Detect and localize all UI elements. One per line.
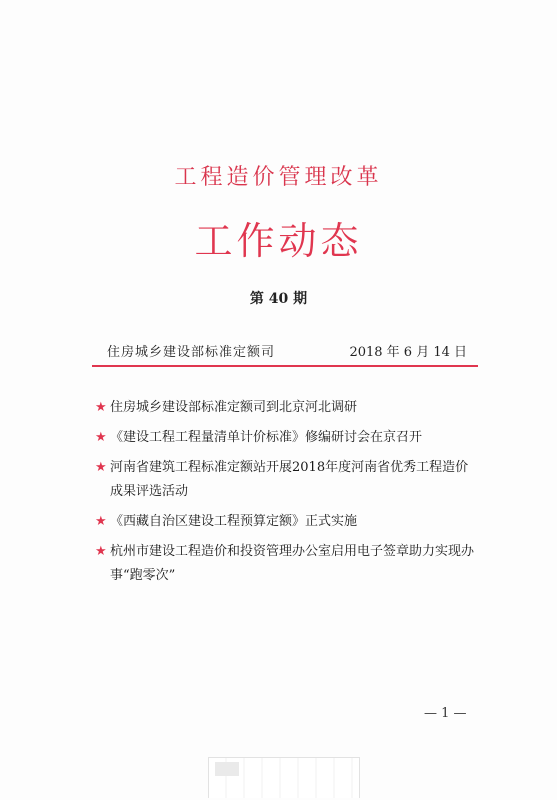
star-icon: ★ bbox=[95, 400, 107, 415]
star-icon: ★ bbox=[95, 430, 107, 445]
list-item-text: 《西藏自治区建设工程预算定额》正式实施 bbox=[110, 514, 358, 529]
red-divider bbox=[92, 365, 478, 367]
publication-date: 2018 年 6 月 14 日 bbox=[349, 345, 467, 360]
contents-list bbox=[95, 396, 475, 594]
scan-artifact bbox=[208, 757, 360, 798]
publisher-department: 住房城乡建设部标准定额司 bbox=[107, 345, 276, 360]
list-item-text: 《建设工程工程量清单计价标准》修编研讨会在京召开 bbox=[110, 430, 423, 445]
document-subtitle: 工程造价管理改革 bbox=[174, 165, 383, 190]
document-title: 工作动态 bbox=[194, 219, 363, 263]
star-icon: ★ bbox=[95, 460, 107, 475]
star-icon: ★ bbox=[95, 544, 107, 559]
list-item bbox=[95, 456, 475, 504]
page-number: — 1 — bbox=[424, 706, 467, 721]
list-item-text: 河南省建筑工程标准定额站开展2018年度河南省优秀工程造价成果评选活动 bbox=[110, 460, 469, 499]
list-item bbox=[95, 510, 475, 534]
star-icon: ★ bbox=[95, 514, 107, 529]
list-item-text: 住房城乡建设部标准定额司到北京河北调研 bbox=[110, 400, 358, 415]
list-item bbox=[95, 540, 475, 588]
list-item bbox=[95, 426, 475, 450]
list-item-text: 杭州市建设工程造价和投资管理办公室启用电子签章助力实现办事“跑零次” bbox=[110, 544, 475, 583]
issue-number: 第 40 期 bbox=[249, 291, 308, 307]
scan-artifact-mark bbox=[215, 762, 239, 776]
list-item bbox=[95, 396, 475, 420]
